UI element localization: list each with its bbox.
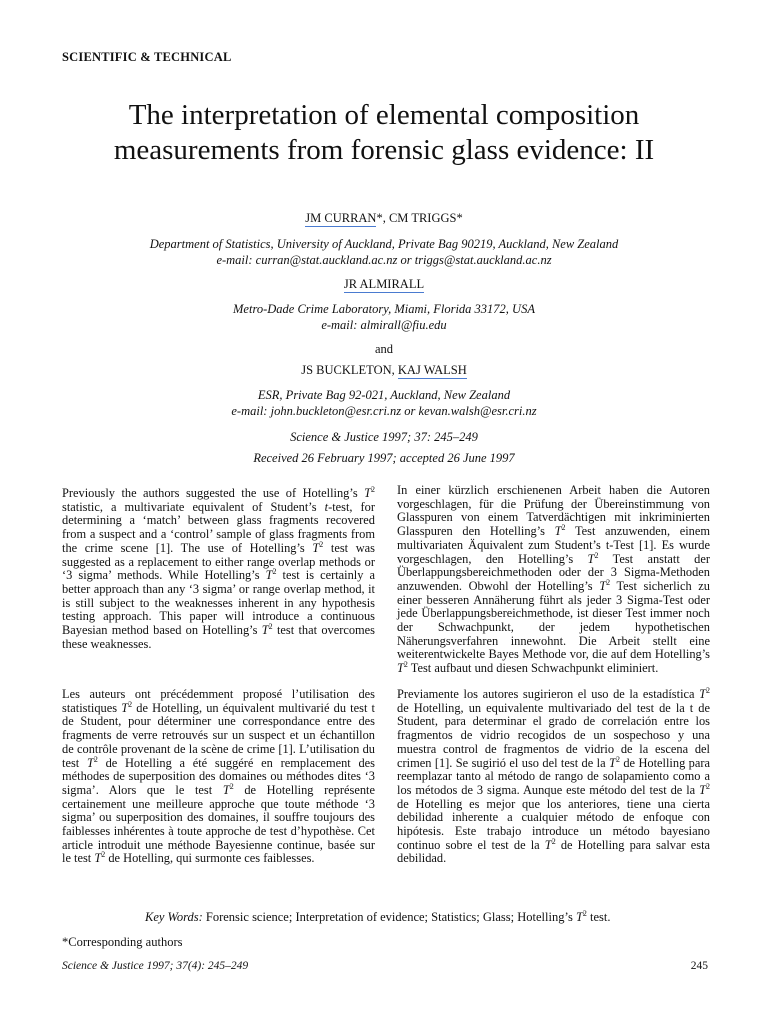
author-group-3 — [40, 362, 728, 378]
author-link-walsh[interactable]: KAJ WALSH — [397, 363, 467, 377]
author-names-buckleton: JS BUCKLETON, — [301, 363, 398, 377]
affiliation-1: Department of Statistics, University of Auckland, Private Bag 90219, Auckland, New Zealand — [149, 237, 619, 251]
title-line-1: The interpretation of elemental composition — [128, 99, 640, 131]
affiliation-2: Metro-Dade Crime Laboratory, Miami, Florida 33172, USA — [233, 302, 535, 316]
received-dates: Received 26 February 1997; accepted 26 June 1997 — [253, 451, 515, 465]
paper-title — [40, 98, 728, 168]
email-2: e-mail: almirall@fiu.edu — [321, 318, 447, 332]
footer-journal: Science & Justice 1997; 37(4): 245–249 — [62, 960, 249, 972]
affiliation-3: ESR, Private Bag 92-021, Auckland, New Zealand — [257, 388, 511, 402]
citation: Science & Justice 1997; 37: 245–249 — [290, 430, 478, 444]
section-label: SCIENTIFIC & TECHNICAL — [62, 50, 232, 64]
abstract-french: Les auteurs ont précédemment proposé l’utilisation des statistiques $T^2$ de Hotelling, un équivalent multivarié du test t de Student, pour déterminer une correspondance entre des fragments de verre retrouvés sur un suspect et un échantillon de contrôle provenant de la scène de crime [1]. L’utilisation du test $T^2$ de Hotelling a été suggéré en remplacement des méthodes de superposition des domaines ou méthodes dites ‘3 sigma’. Alors que le test $T^2$ de Hotelling représente certainement une meilleure approche que toute méthode ‘3 sigma’ ou superposition des domaines, il souffre toujours des faiblesses inhérentes à toute approche de test d’hypothèse. Cet article introduit une méthode Bayesienne continue, basée sur le test $T^2$ de Hotelling, qui surmonte ces faiblesses. — [62, 687, 376, 866]
author-group-2 — [40, 276, 728, 292]
key-words: Key Words: Forensic science; Interpretation of evidence; Statistics; Glass; Hotelling’s $T^2$ test. — [145, 908, 611, 924]
title-line-2: measurements from forensic glass evidence: II — [113, 134, 655, 166]
and-separator: and — [374, 342, 394, 356]
abstract-german: In einer kürzlich erschienenen Arbeit haben die Autoren vorgeschlagen, für die Prüfung der Übereinstimmung von Glasspuren von einem Tatverdächtigen mit inkriminierten Glasspuren den Hotelling’s $T^2$ Test anzuwenden, einem multivariaten Äquivalent zum Student’s t-Test [1]. Es wurde vorgeschlagen, den Hotelling’s $T^2$ Test anstatt der Überlappungsbereichmethoden oder der 3 Sigma-Methoden anzuwenden. Obwohl der Hotelling’s $T^2$ Test sicherlich zu einer besseren Annäherung führt als jeder 3 Sigma-Test oder jede Überlappungsbereichmethode, ist dieser Test immer noch der Schwachpunkt, der jedem hypothetischen Näherungsverfahren innewohnt. Die Arbeit stellt eine weiterentwickelte Bayes Methode vor, die auf dem Hotelling’s $T^2$ Test aufbaut und diesen Schwachpunkt eliminiert. — [397, 483, 711, 676]
author-link-almirall[interactable]: JR ALMIRALL — [343, 277, 425, 291]
email-1: e-mail: curran@stat.auckland.ac.nz or triggs@stat.auckland.ac.nz — [216, 253, 552, 267]
page-number: 245 — [690, 960, 708, 972]
email-3: e-mail: john.buckleton@esr.cri.nz or kevan.walsh@esr.cri.nz — [231, 404, 537, 418]
corresponding-footnote: *Corresponding authors — [62, 935, 183, 949]
author-names-rest: *, CM TRIGGS* — [376, 211, 463, 225]
abstract-spanish: Previamente los autores sugirieron el uso de la estadística $T^2$ de Hotelling, un equivalente multivariado del test de la t de Student, para determinar el grado de correlación entre los fragmentos de vidrio recogidos de un sospechoso y una muestra control de fragmentos de vidrio de la escena del crimen [1]. Se sugirió el uso del test de la $T^2$ de Hotelling para reemplazar tanto al método de rango de solapamiento como a los métodos de 3 sigma. Aunque este método del test de la $T^2$ de Hotelling es mejor que los anteriores, tiene una cierta debilidad inherente a cualquier método de enfoque con hipótesis. Este trabajo introduce un método bayesiano continuo sobre el test de la $T^2$ de Hotelling para salvar esta debilidad. — [397, 685, 711, 866]
abstract-english: Previously the authors suggested the use of Hotelling’s $T^2$ statistic, a multivariate equivalent of Student’s t-test, for determining a ‘match’ between glass fragments recovered from a suspect and a ‘control’ sample of glass fragments from the crime scene [1]. The use of Hotelling’s $T^2$ test was suggested as a replacement to either range overlap methods or ‘3 sigma’ methods. While Hotelling’s $T^2$ test is certainly a better approach than any ‘3 sigma’ or range overlap method, it is still subject to the weaknesses inherent in any hypothesis testing approach. This paper will introduce a continuous Bayesian method based on Hotelling’s $T^2$ test that overcomes these weaknesses. — [62, 484, 376, 651]
author-link-curran[interactable]: JM CURRAN — [305, 211, 377, 225]
author-group-1 — [40, 210, 728, 226]
key-words-label: Key Words: — [145, 910, 203, 924]
